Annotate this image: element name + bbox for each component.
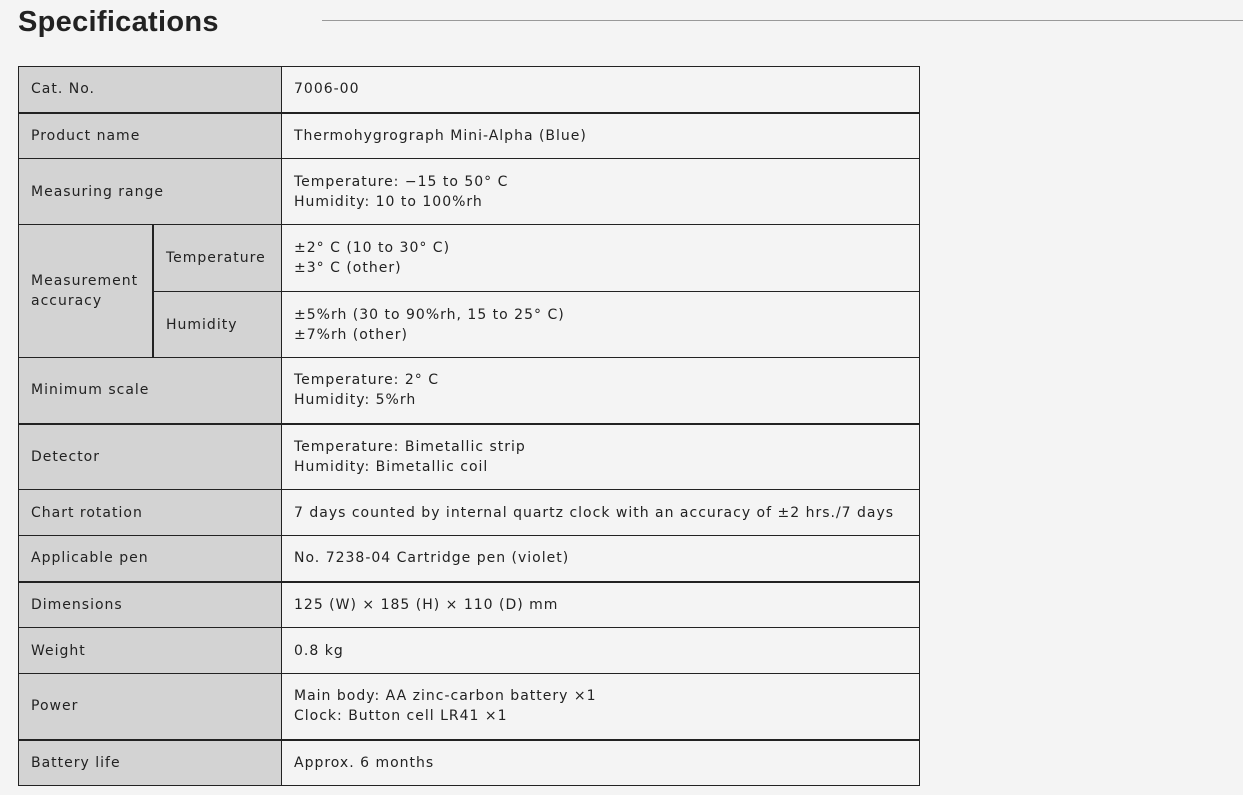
spec-value-line: ±3° C (other) — [294, 260, 402, 276]
spec-sublabel: Temperature — [153, 225, 282, 292]
spec-value-line: Humidity: 5%rh — [294, 392, 417, 409]
spec-label: Weight — [19, 628, 282, 674]
spec-row-applicable-pen — [19, 536, 920, 582]
spec-value — [282, 674, 920, 740]
spec-value — [282, 159, 920, 225]
spec-sublabel: Humidity — [153, 292, 282, 358]
heading-rule — [322, 20, 1243, 21]
spec-value — [282, 292, 920, 358]
spec-value: Thermohygrograph Mini-Alpha (Blue) — [282, 113, 920, 159]
spec-label: Minimum scale — [19, 358, 282, 424]
spec-row-cat-no — [19, 67, 920, 113]
spec-value-line: Main body: AA zinc-carbon battery ×1 — [294, 688, 597, 705]
spec-label: Battery life — [19, 740, 282, 786]
spec-value — [282, 358, 920, 424]
spec-value — [282, 424, 920, 490]
spec-value-line: Clock: Button cell LR41 ×1 — [294, 708, 508, 725]
spec-value-line: Temperature: 2° C — [294, 372, 439, 389]
spec-value — [282, 225, 920, 292]
spec-row-battery-life — [19, 740, 920, 786]
spec-value-line: Temperature: Bimetallic strip — [294, 438, 526, 455]
spec-row-accuracy-humidity — [19, 292, 920, 358]
specifications-table — [18, 66, 920, 786]
spec-row-minimum-scale — [19, 358, 920, 424]
spec-row-power — [19, 674, 920, 740]
spec-row-weight — [19, 628, 920, 674]
heading-row — [18, 0, 1243, 44]
spec-row-chart-rotation — [19, 490, 920, 536]
spec-row-product-name — [19, 113, 920, 159]
spec-value-line: ±5%rh (30 to 90%rh, 15 to 25° C) — [294, 306, 565, 323]
spec-value: 125 (W) × 185 (H) × 110 (D) mm — [282, 582, 920, 628]
spec-row-detector — [19, 424, 920, 490]
spec-label: Measuring range — [19, 159, 282, 225]
spec-value-line: ±7%rh (other) — [294, 326, 408, 343]
spec-value-line: Humidity: Bimetallic coil — [294, 458, 489, 475]
spec-label: Power — [19, 674, 282, 740]
spec-value: 0.8 kg — [282, 628, 920, 674]
spec-row-accuracy-temperature — [19, 225, 920, 292]
spec-label: Detector — [19, 424, 282, 490]
spec-label-text: Measurement accuracy — [31, 273, 139, 309]
spec-row-measuring-range — [19, 159, 920, 225]
spec-label: Chart rotation — [19, 490, 282, 536]
page-title: Specifications — [18, 6, 219, 38]
spec-value-line: Humidity: 10 to 100%rh — [294, 193, 483, 210]
spec-value: Approx. 6 months — [282, 740, 920, 786]
spec-value: 7006-00 — [282, 67, 920, 113]
spec-row-dimensions — [19, 582, 920, 628]
spec-label: Dimensions — [19, 582, 282, 628]
spec-label: Product name — [19, 113, 282, 159]
spec-value: No. 7238-04 Cartridge pen (violet) — [282, 536, 920, 582]
spec-value-line: ±2° C (10 to 30° C) — [294, 240, 451, 256]
spec-value: 7 days counted by internal quartz clock with an accuracy of ±2 hrs./7 days — [282, 490, 920, 536]
spec-value-line: Temperature: −15 to 50° C — [294, 173, 509, 190]
spec-label: Applicable pen — [19, 536, 282, 582]
spec-label — [19, 225, 154, 358]
spec-label: Cat. No. — [19, 67, 282, 113]
